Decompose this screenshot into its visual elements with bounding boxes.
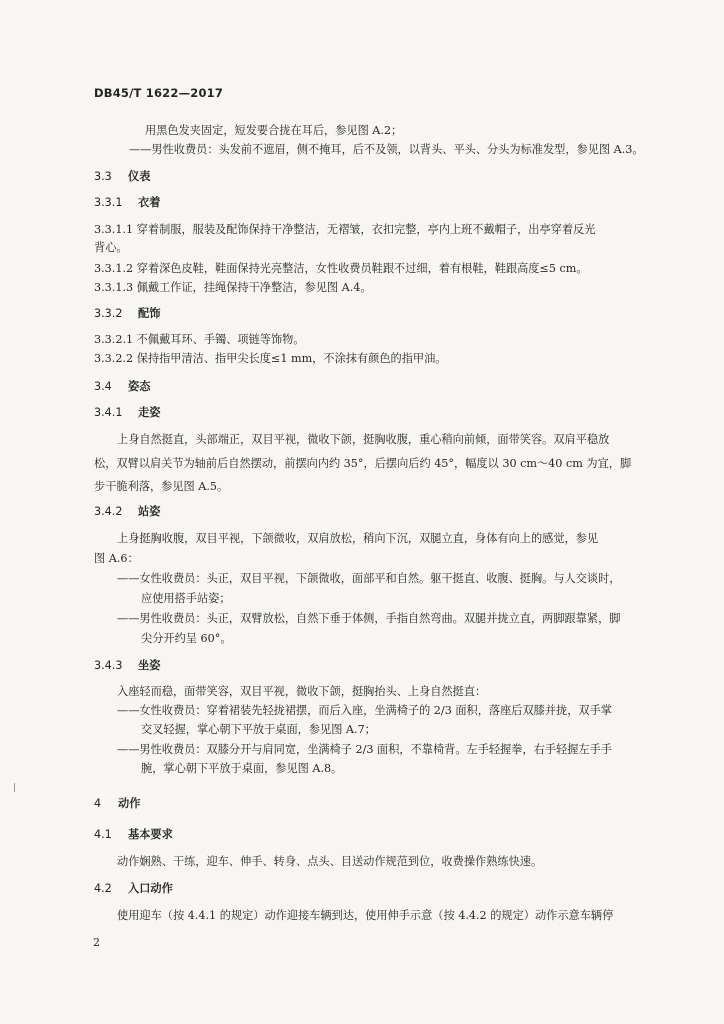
scan-mark bbox=[14, 783, 15, 792]
text-line: 背心。 bbox=[94, 241, 128, 254]
text-line: 使用迎车（按 4.4.1 的规定）动作迎接车辆到达，使用伸手示意（按 4.4.2 的规定）动作示意车辆停 bbox=[117, 909, 614, 922]
text-line: 动作娴熟、干练，迎车、伸手、转身、点头、目送动作规范到位，收费操作熟练快速。 bbox=[117, 855, 543, 868]
heading-number: 3.3.2 bbox=[94, 307, 123, 320]
heading-3-3-1 bbox=[94, 196, 160, 210]
text-line: ——男性收费员：双膝分开与肩同宽，坐满椅子 2/3 面积，不靠椅背。左手轻握拳，右手轻握左手手 bbox=[117, 743, 612, 756]
text-line: 3.3.1.2 穿着深色皮鞋，鞋面保持光亮整洁，女性收费员鞋跟不过细，着有根鞋，鞋跟高度≤5 cm。 bbox=[94, 262, 588, 275]
heading-title: 姿态 bbox=[128, 380, 151, 393]
text-line: ——男性收费员：头发前不遮眉，侧不掩耳，后不及领，以背头、平头、分头为标准发型，参见图 A.3。 bbox=[129, 143, 644, 156]
heading-3-4-2 bbox=[94, 505, 160, 519]
heading-title: 走姿 bbox=[138, 406, 161, 419]
heading-3-3 bbox=[94, 170, 150, 184]
heading-3-4-3 bbox=[94, 659, 160, 673]
heading-3-4 bbox=[94, 380, 150, 394]
heading-title: 仪表 bbox=[128, 170, 151, 183]
text-line: 尖分开约呈 60°。 bbox=[141, 632, 232, 645]
document-header-id: DB45/T 1622—2017 bbox=[94, 86, 224, 100]
text-line: 用黑色发夹固定，短发要合拢在耳后，参见图 A.2； bbox=[145, 124, 403, 137]
text-line: ——女性收费员：头正，双目平视，下颌微收，面部平和自然。躯干挺直、收腹、挺胸。与人交谈时， bbox=[117, 572, 621, 585]
heading-title: 基本要求 bbox=[128, 828, 173, 841]
heading-number: 3.4.1 bbox=[94, 406, 123, 419]
text-line: 3.3.1.3 佩戴工作证，挂绳保持干净整洁，参见图 A.4。 bbox=[94, 281, 372, 294]
heading-title: 站姿 bbox=[138, 505, 161, 518]
text-line: 上身挺胸收腹，双目平视，下颌微收，双肩放松，稍向下沉，双腿立直，身体有向上的感觉，参见 bbox=[117, 532, 599, 545]
text-line: 3.3.2.2 保持指甲清洁、指甲尖长度≤1 mm，不涂抹有颜色的指甲油。 bbox=[94, 352, 447, 365]
heading-title: 坐姿 bbox=[138, 659, 161, 672]
heading-4-1 bbox=[94, 828, 173, 842]
heading-3-3-2 bbox=[94, 307, 160, 321]
heading-number: 3.4 bbox=[94, 380, 112, 393]
text-line: 3.3.1.1 穿着制服，服装及配饰保持干净整洁，无褶皱，衣扣完整，亭内上班不戴帽子，出亭穿着反光 bbox=[94, 223, 596, 236]
text-line: 图 A.6： bbox=[94, 552, 139, 565]
text-line: 应使用搭手站姿； bbox=[141, 592, 231, 605]
heading-title: 动作 bbox=[118, 797, 141, 810]
heading-number: 4.1 bbox=[94, 828, 112, 841]
heading-number: 3.3 bbox=[94, 170, 112, 183]
heading-number: 4.2 bbox=[94, 882, 112, 895]
heading-4 bbox=[94, 797, 140, 811]
heading-number: 3.3.1 bbox=[94, 196, 123, 209]
heading-title: 衣着 bbox=[138, 196, 161, 209]
heading-number: 3.4.2 bbox=[94, 505, 123, 518]
text-line: 上身自然挺直，头部端正，双目平视，微收下颌，挺胸收腹，重心稍向前倾，面带笑容。双肩平稳放 bbox=[117, 433, 610, 446]
text-line: ——女性收费员：穿着裙装先轻拢裙摆，而后入座，坐满椅子的 2/3 面积，落座后双膝并拢，双手掌 bbox=[117, 704, 612, 717]
text-line: 腕，掌心朝下平放于桌面，参见图 A.8。 bbox=[141, 762, 343, 775]
text-line: 3.3.2.1 不佩戴耳环、手镯、项链等饰物。 bbox=[94, 333, 305, 346]
heading-number: 4 bbox=[94, 797, 102, 810]
heading-3-4-1 bbox=[94, 406, 160, 420]
heading-number: 3.4.3 bbox=[94, 659, 123, 672]
text-line: 入座轻而稳，面带笑容，双目平视，微收下颌，挺胸抬头、上身自然挺直： bbox=[117, 685, 487, 698]
heading-title: 入口动作 bbox=[128, 882, 173, 895]
text-line: ——男性收费员：头正，双臂放松，自然下垂于体侧，手指自然弯曲。双腿并拢立直，两脚跟靠紧，脚 bbox=[117, 612, 621, 625]
heading-title: 配饰 bbox=[138, 307, 161, 320]
text-line: 松，双臂以肩关节为轴前后自然摆动，前摆向内约 35°，后摆向后约 45°，幅度以 30 cm～40 cm 为宜，脚 bbox=[94, 457, 632, 470]
page-number: 2 bbox=[93, 936, 100, 949]
text-line: 步干脆利落，参见图 A.5。 bbox=[94, 480, 229, 493]
text-line: 交叉轻握，掌心朝下平放于桌面，参见图 A.7； bbox=[141, 723, 376, 736]
heading-4-2 bbox=[94, 882, 173, 896]
